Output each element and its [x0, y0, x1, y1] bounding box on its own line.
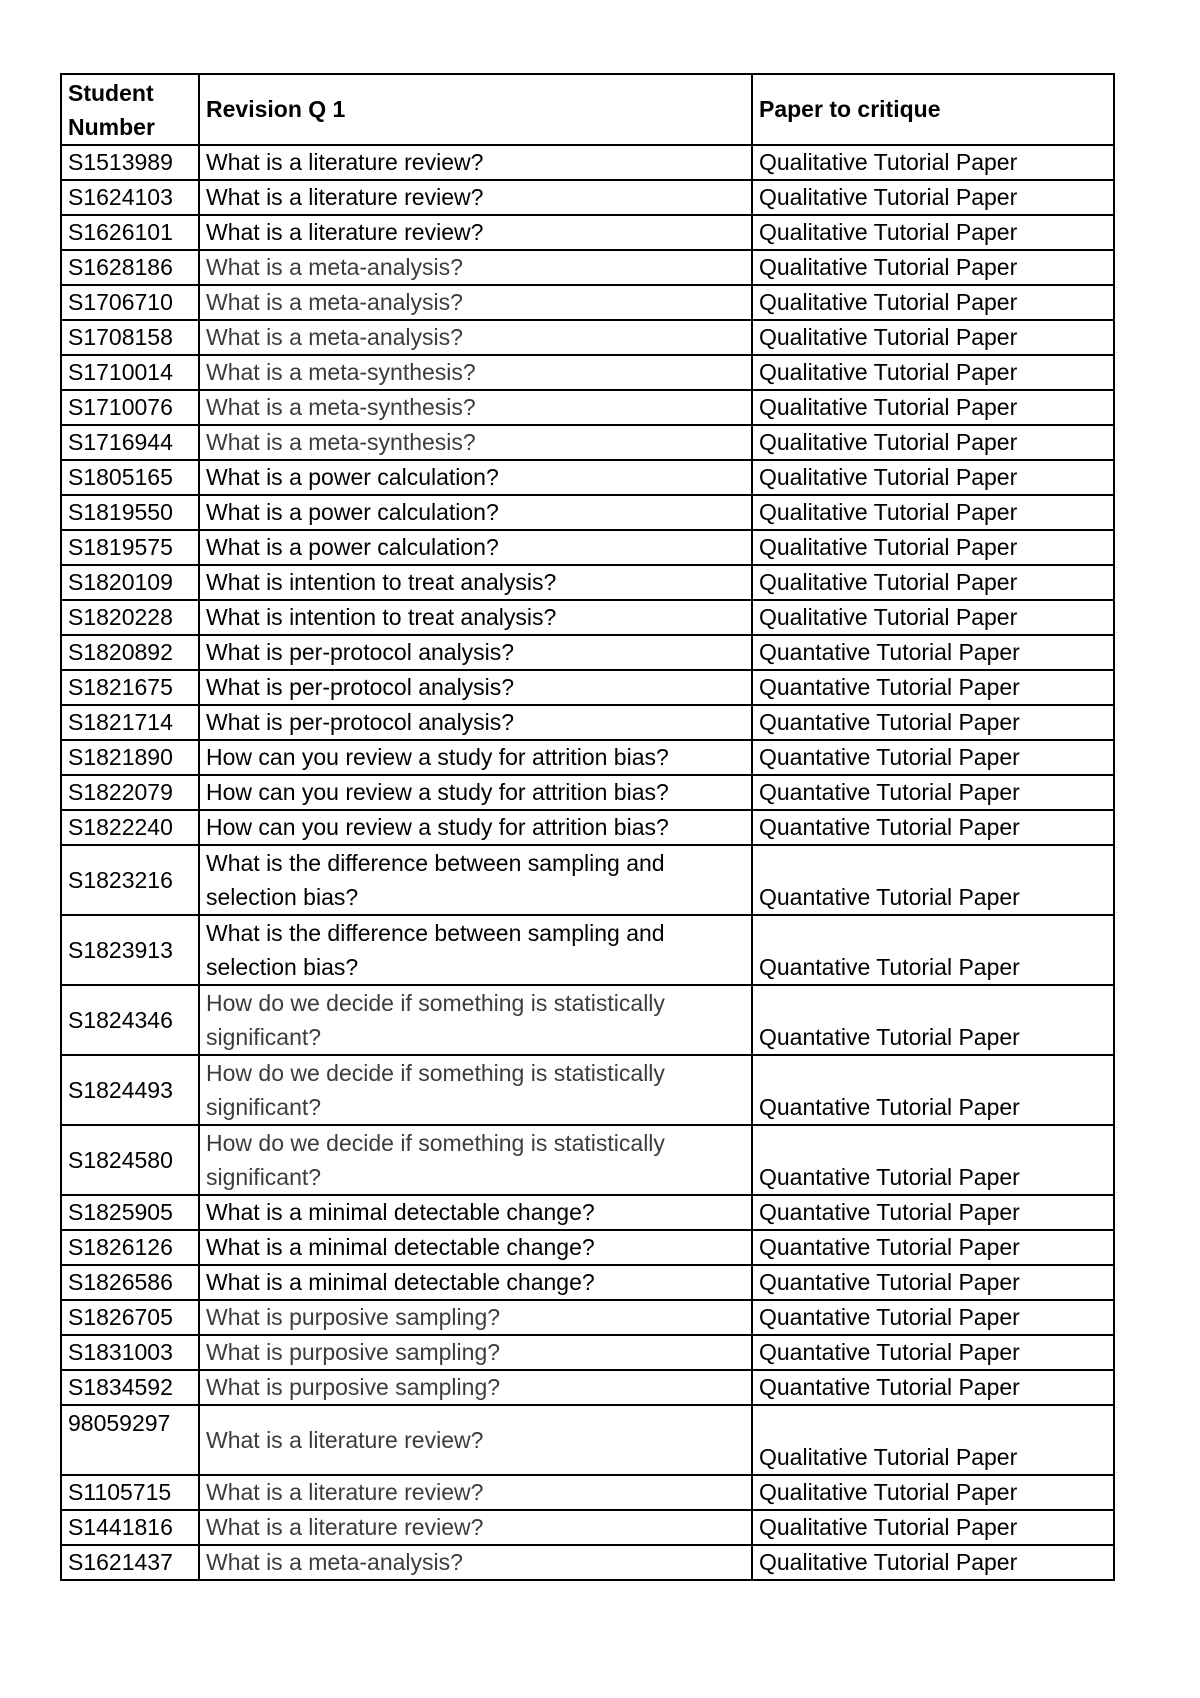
table-row	[61, 1335, 1114, 1370]
revision-question-cell: What is purposive sampling?	[199, 1335, 752, 1370]
revision-question-cell: What is a meta-synthesis?	[199, 425, 752, 460]
paper-cell: Quantative Tutorial Paper	[752, 1125, 1114, 1195]
revision-question-cell: What is a power calculation?	[199, 530, 752, 565]
revision-question-cell: What is a meta-synthesis?	[199, 390, 752, 425]
paper-cell: Quantative Tutorial Paper	[752, 705, 1114, 740]
student-number-cell: S1821714	[61, 705, 199, 740]
paper-cell: Quantative Tutorial Paper	[752, 1195, 1114, 1230]
paper-cell: Quantative Tutorial Paper	[752, 1370, 1114, 1405]
revision-question-cell: How do we decide if something is statistically significant?	[199, 1125, 752, 1195]
table-row	[61, 1265, 1114, 1300]
table-row	[61, 845, 1114, 915]
paper-cell: Qualitative Tutorial Paper	[752, 145, 1114, 180]
table-row	[61, 985, 1114, 1055]
student-number-cell: S1710076	[61, 390, 199, 425]
revision-question-cell: What is a power calculation?	[199, 495, 752, 530]
table-row	[61, 1125, 1114, 1195]
table-row	[61, 775, 1114, 810]
paper-cell: Quantative Tutorial Paper	[752, 1300, 1114, 1335]
student-number-cell: S1834592	[61, 1370, 199, 1405]
table-row	[61, 460, 1114, 495]
student-number-cell: S1819550	[61, 495, 199, 530]
table-row	[61, 810, 1114, 845]
header-student-number: Student Number	[61, 74, 199, 145]
revision-question-cell: What is a meta-analysis?	[199, 285, 752, 320]
table-row	[61, 390, 1114, 425]
paper-cell: Quantative Tutorial Paper	[752, 1230, 1114, 1265]
table-row	[61, 600, 1114, 635]
student-number-cell: S1820228	[61, 600, 199, 635]
student-number-cell: S1710014	[61, 355, 199, 390]
table-row	[61, 495, 1114, 530]
revision-question-cell: What is a meta-synthesis?	[199, 355, 752, 390]
paper-cell: Quantative Tutorial Paper	[752, 670, 1114, 705]
revision-question-cell: What is a minimal detectable change?	[199, 1265, 752, 1300]
revision-question-cell: How can you review a study for attrition bias?	[199, 775, 752, 810]
table-row	[61, 285, 1114, 320]
table-row	[61, 915, 1114, 985]
revision-question-cell: How can you review a study for attrition bias?	[199, 740, 752, 775]
revision-question-cell: What is intention to treat analysis?	[199, 565, 752, 600]
student-number-cell: S1819575	[61, 530, 199, 565]
student-number-cell: S1706710	[61, 285, 199, 320]
paper-cell: Qualitative Tutorial Paper	[752, 565, 1114, 600]
student-number-cell: S1824493	[61, 1055, 199, 1125]
student-number-cell: S1513989	[61, 145, 199, 180]
student-number-cell: S1621437	[61, 1545, 199, 1580]
paper-cell: Quantative Tutorial Paper	[752, 1335, 1114, 1370]
revision-question-cell: What is a literature review?	[199, 180, 752, 215]
revision-question-cell: What is a minimal detectable change?	[199, 1195, 752, 1230]
paper-cell: Quantative Tutorial Paper	[752, 1265, 1114, 1300]
paper-cell: Qualitative Tutorial Paper	[752, 460, 1114, 495]
table-row	[61, 1195, 1114, 1230]
paper-cell: Qualitative Tutorial Paper	[752, 425, 1114, 460]
student-number-cell: S1716944	[61, 425, 199, 460]
revision-question-cell: What is a literature review?	[199, 1510, 752, 1545]
revision-question-cell: What is a literature review?	[199, 1405, 752, 1475]
student-number-cell: S1825905	[61, 1195, 199, 1230]
table-row	[61, 635, 1114, 670]
paper-cell: Quantative Tutorial Paper	[752, 915, 1114, 985]
revision-question-cell: What is the difference between sampling and selection bias?	[199, 915, 752, 985]
revision-question-cell: What is a literature review?	[199, 145, 752, 180]
student-number-cell: S1820109	[61, 565, 199, 600]
student-number-cell: S1821675	[61, 670, 199, 705]
paper-cell: Qualitative Tutorial Paper	[752, 1475, 1114, 1510]
revision-question-cell: How do we decide if something is statistically significant?	[199, 1055, 752, 1125]
paper-cell: Qualitative Tutorial Paper	[752, 180, 1114, 215]
table-row	[61, 1545, 1114, 1580]
paper-cell: Qualitative Tutorial Paper	[752, 1405, 1114, 1475]
table-row	[61, 670, 1114, 705]
paper-cell: Qualitative Tutorial Paper	[752, 530, 1114, 565]
student-number-cell: S1624103	[61, 180, 199, 215]
student-number-cell: S1826126	[61, 1230, 199, 1265]
revision-question-cell: What is a meta-analysis?	[199, 250, 752, 285]
revision-question-cell: How can you review a study for attrition bias?	[199, 810, 752, 845]
paper-cell: Qualitative Tutorial Paper	[752, 390, 1114, 425]
revision-question-cell: What is purposive sampling?	[199, 1300, 752, 1335]
revision-question-cell: What is per-protocol analysis?	[199, 670, 752, 705]
revision-question-cell: What is a literature review?	[199, 1475, 752, 1510]
student-number-cell: 98059297	[61, 1405, 199, 1475]
student-revision-table	[60, 73, 1115, 1581]
table-row	[61, 355, 1114, 390]
revision-question-cell: What is the difference between sampling and selection bias?	[199, 845, 752, 915]
table-row	[61, 180, 1114, 215]
header-revision-q: Revision Q 1	[199, 74, 752, 145]
table-row	[61, 1230, 1114, 1265]
table-row	[61, 425, 1114, 460]
paper-cell: Qualitative Tutorial Paper	[752, 355, 1114, 390]
student-number-cell: S1626101	[61, 215, 199, 250]
revision-question-cell: What is a literature review?	[199, 215, 752, 250]
revision-question-cell: What is a meta-analysis?	[199, 1545, 752, 1580]
paper-cell: Qualitative Tutorial Paper	[752, 1545, 1114, 1580]
table-row	[61, 1370, 1114, 1405]
student-number-cell: S1826586	[61, 1265, 199, 1300]
table-row	[61, 1510, 1114, 1545]
student-number-cell: S1628186	[61, 250, 199, 285]
paper-cell: Qualitative Tutorial Paper	[752, 1510, 1114, 1545]
table-row	[61, 1300, 1114, 1335]
student-number-cell: S1823216	[61, 845, 199, 915]
table-row	[61, 705, 1114, 740]
table-row	[61, 145, 1114, 180]
revision-question-cell: What is per-protocol analysis?	[199, 705, 752, 740]
paper-cell: Quantative Tutorial Paper	[752, 1055, 1114, 1125]
paper-cell: Qualitative Tutorial Paper	[752, 285, 1114, 320]
paper-cell: Quantative Tutorial Paper	[752, 985, 1114, 1055]
header-row	[61, 74, 1114, 145]
student-number-cell: S1805165	[61, 460, 199, 495]
student-number-cell: S1821890	[61, 740, 199, 775]
table-row	[61, 530, 1114, 565]
paper-cell: Quantative Tutorial Paper	[752, 740, 1114, 775]
paper-cell: Quantative Tutorial Paper	[752, 845, 1114, 915]
table-row	[61, 1055, 1114, 1125]
table-row	[61, 565, 1114, 600]
student-number-cell: S1822240	[61, 810, 199, 845]
student-number-cell: S1708158	[61, 320, 199, 355]
student-number-cell: S1823913	[61, 915, 199, 985]
paper-cell: Qualitative Tutorial Paper	[752, 495, 1114, 530]
revision-question-cell: How do we decide if something is statistically significant?	[199, 985, 752, 1055]
revision-question-cell: What is a power calculation?	[199, 460, 752, 495]
paper-cell: Quantative Tutorial Paper	[752, 810, 1114, 845]
paper-cell: Qualitative Tutorial Paper	[752, 250, 1114, 285]
revision-question-cell: What is intention to treat analysis?	[199, 600, 752, 635]
paper-cell: Quantative Tutorial Paper	[752, 635, 1114, 670]
table-row	[61, 215, 1114, 250]
student-number-cell: S1826705	[61, 1300, 199, 1335]
student-number-cell: S1822079	[61, 775, 199, 810]
student-number-cell: S1441816	[61, 1510, 199, 1545]
paper-cell: Qualitative Tutorial Paper	[752, 600, 1114, 635]
table-row	[61, 320, 1114, 355]
table-row	[61, 1405, 1114, 1475]
table-row	[61, 1475, 1114, 1510]
paper-cell: Quantative Tutorial Paper	[752, 775, 1114, 810]
paper-cell: Qualitative Tutorial Paper	[752, 320, 1114, 355]
header-paper-to-critique: Paper to critique	[752, 74, 1114, 145]
table-row	[61, 250, 1114, 285]
table-row	[61, 740, 1114, 775]
revision-question-cell: What is per-protocol analysis?	[199, 635, 752, 670]
paper-cell: Qualitative Tutorial Paper	[752, 215, 1114, 250]
student-number-cell: S1824346	[61, 985, 199, 1055]
student-number-cell: S1105715	[61, 1475, 199, 1510]
student-number-cell: S1820892	[61, 635, 199, 670]
revision-question-cell: What is a meta-analysis?	[199, 320, 752, 355]
student-number-cell: S1831003	[61, 1335, 199, 1370]
student-number-cell: S1824580	[61, 1125, 199, 1195]
revision-question-cell: What is a minimal detectable change?	[199, 1230, 752, 1265]
revision-question-cell: What is purposive sampling?	[199, 1370, 752, 1405]
